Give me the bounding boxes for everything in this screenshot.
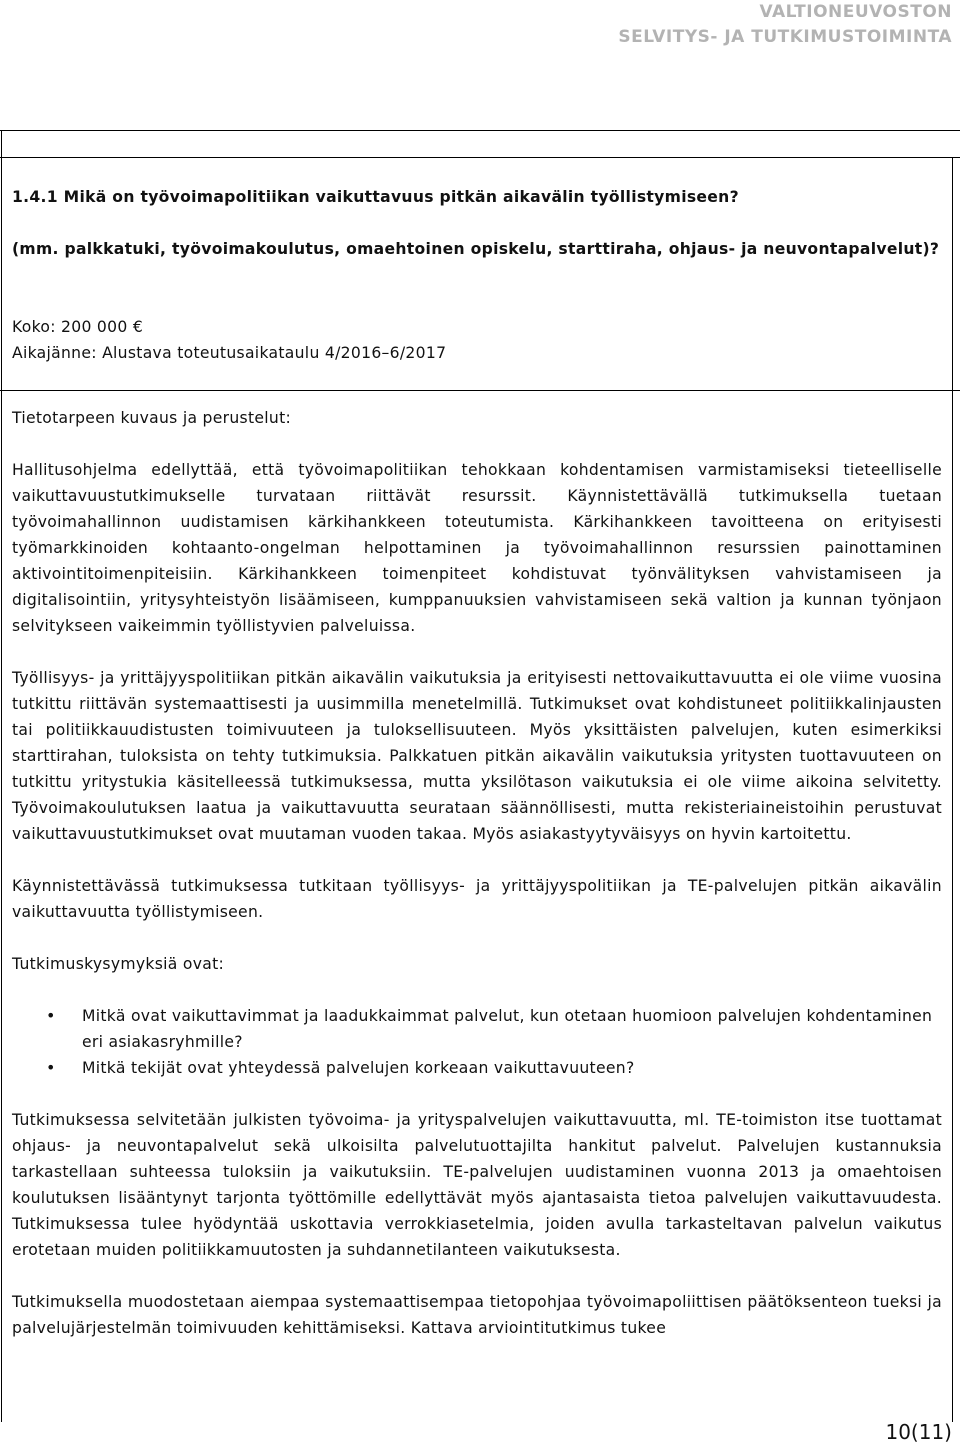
paragraph-2: Työllisyys- ja yrittäjyyspolitiikan pitkän aikavälin vaikutuksia ja erityisesti nettovaikuttavuutta ei ole viime vuosina tutkittu riittävän systemaattisesti ja uusimmilla menetelmillä. Tutkimukset ovat kohdistuneet politiikkalinjausten tai politiikkauudistusten toimivuuteen ja tuloksellisuuteen. Myös yksittäisten palvelujen, kuten esimerkiksi starttirahan, tuloksista on tehty tutkimuksia. Palkkatuen pitkän aikavälin vaikutuksia yritysten tuottavuuteen on tutkittu yritystukia käsitelleessä tutkimuksessa, mutta yksilötason vaikutuksia ei ole viime aikoina selvitetty. Työvoimakoulutuksen laatua ja vaikuttavuutta seurataan säännöllisesti, mutta rekisteriaineistoihin perustuvat vaikuttavuustutkimukset ovat muutaman vuoden takaa. Myös asiakastyytyväisyys on hyvin kartoitettu. (12, 669, 942, 843)
paragraph-3: Käynnistettävässä tutkimuksessa tutkitaan työllisyys- ja yrittäjyyspolitiikan ja TE-palvelujen pitkän aikavälin vaikuttavuutta työllistymiseen. (12, 877, 942, 921)
description-section (12, 405, 942, 1341)
org-line-1: VALTIONEUVOSTON (759, 2, 952, 22)
timeline: Aikajänne: Alustava toteutusaikataulu 4/2016–6/2017 (12, 344, 447, 362)
research-topic (12, 184, 942, 262)
table-left-border (1, 130, 2, 1422)
question-text: Mitkä tekijät ovat yhteydessä palvelujen korkeaan vaikuttavuuteen? (82, 1059, 635, 1077)
paragraph-4: Tutkimuksessa selvitetään julkisten työvoima- ja yrityspalvelujen vaikuttavuutta, ml. TE-toimiston itse tuottamat ohjaus- ja neuvontapalvelut sekä ulkoisilta palvelutuottajilta hankitut palvelut. Palvelujen kustannuksia tarkastellaan suhteessa tuloksiin ja vaikutuksiin. TE-palvelujen uudistaminen vuonna 2013 ja omaehtoisen koulutuksen lisääntynyt tarjonta työttömille edellyttävät myös ajantasaista tietoa palvelujen vaikuttavuudesta. Tutkimuksessa tulee hyödyntää uskottavia verrokkiasetelmia, joiden avulla tarkasteltavan palvelun vaikutus erotetaan muiden politiikkamuutosten ja suhdannetilanteen vaikutuksesta. (12, 1111, 942, 1259)
description-heading: Tietotarpeen kuvaus ja perustelut: (12, 409, 292, 427)
question-text: Mitkä ovat vaikuttavimmat ja laadukkaimmat palvelut, kun otetaan huomioon palvelujen kohdentaminen eri asiakasryhmille? (82, 1007, 933, 1051)
budget: Koko: 200 000 € (12, 318, 144, 336)
paragraph-1: Hallitusohjelma edellyttää, että työvoimapolitiikan tehokkaan kohdentamisen varmistamiseksi tieteelliselle vaikuttavuustutkimukselle turvataan riittävät resurssit. Käynnistettävällä tutkimuksella tuetaan työvoimahallinnon uudistamisen kärkihankkeen toteutumista. Kärkihankkeen tavoitteena on erityisesti työmarkkinoiden kohtaanto-ongelman helpottaminen ja työvoimahallinnon resurssien painottaminen aktivointitoimenpiteisiin. Kärkihankkeen toimenpiteet kohdistuvat työnvälityksen vahvistamiseen ja digitalisointiin, yritysyhteistyön lisäämiseen, kumppanuuksien vahvistamiseen sekä valtion ja kunnan työnjaon selvitykseen vaikeimmin työllistyvien palveluissa. (12, 461, 942, 635)
table-divider-2 (0, 390, 960, 391)
paragraph-5: Tutkimuksella muodostetaan aiempaa systemaattisempaa tietopohjaa työvoimapoliittisen päätöksenteon tueksi ja palvelujärjestelmän toimivuuden kehittämiseksi. Kattava arviointitutkimus tukee (12, 1293, 942, 1337)
org-line-2: SELVITYS- JA TUTKIMUSTOIMINTA (618, 27, 952, 47)
questions-list (12, 1003, 942, 1081)
list-item (12, 1003, 942, 1055)
questions-label: Tutkimuskysymyksiä ovat: (12, 955, 225, 973)
organization-name (618, 0, 952, 50)
topic-subtitle: (mm. palkkatuki, työvoimakoulutus, omaehtoinen opiskelu, starttiraha, ohjaus- ja neuvontapalvelut)? (12, 240, 940, 258)
bullet-icon: • (46, 1006, 56, 1025)
list-item (12, 1055, 942, 1081)
topic-title: 1.4.1 Mikä on työvoimapolitiikan vaikuttavuus pitkän aikavälin työllistymiseen? (12, 188, 739, 206)
page-number: 10(11) (885, 1420, 952, 1444)
project-info (12, 314, 942, 366)
bullet-icon: • (46, 1058, 56, 1077)
table-top-border (0, 130, 960, 131)
table-divider-1 (0, 157, 960, 158)
table-right-border (952, 157, 953, 1422)
